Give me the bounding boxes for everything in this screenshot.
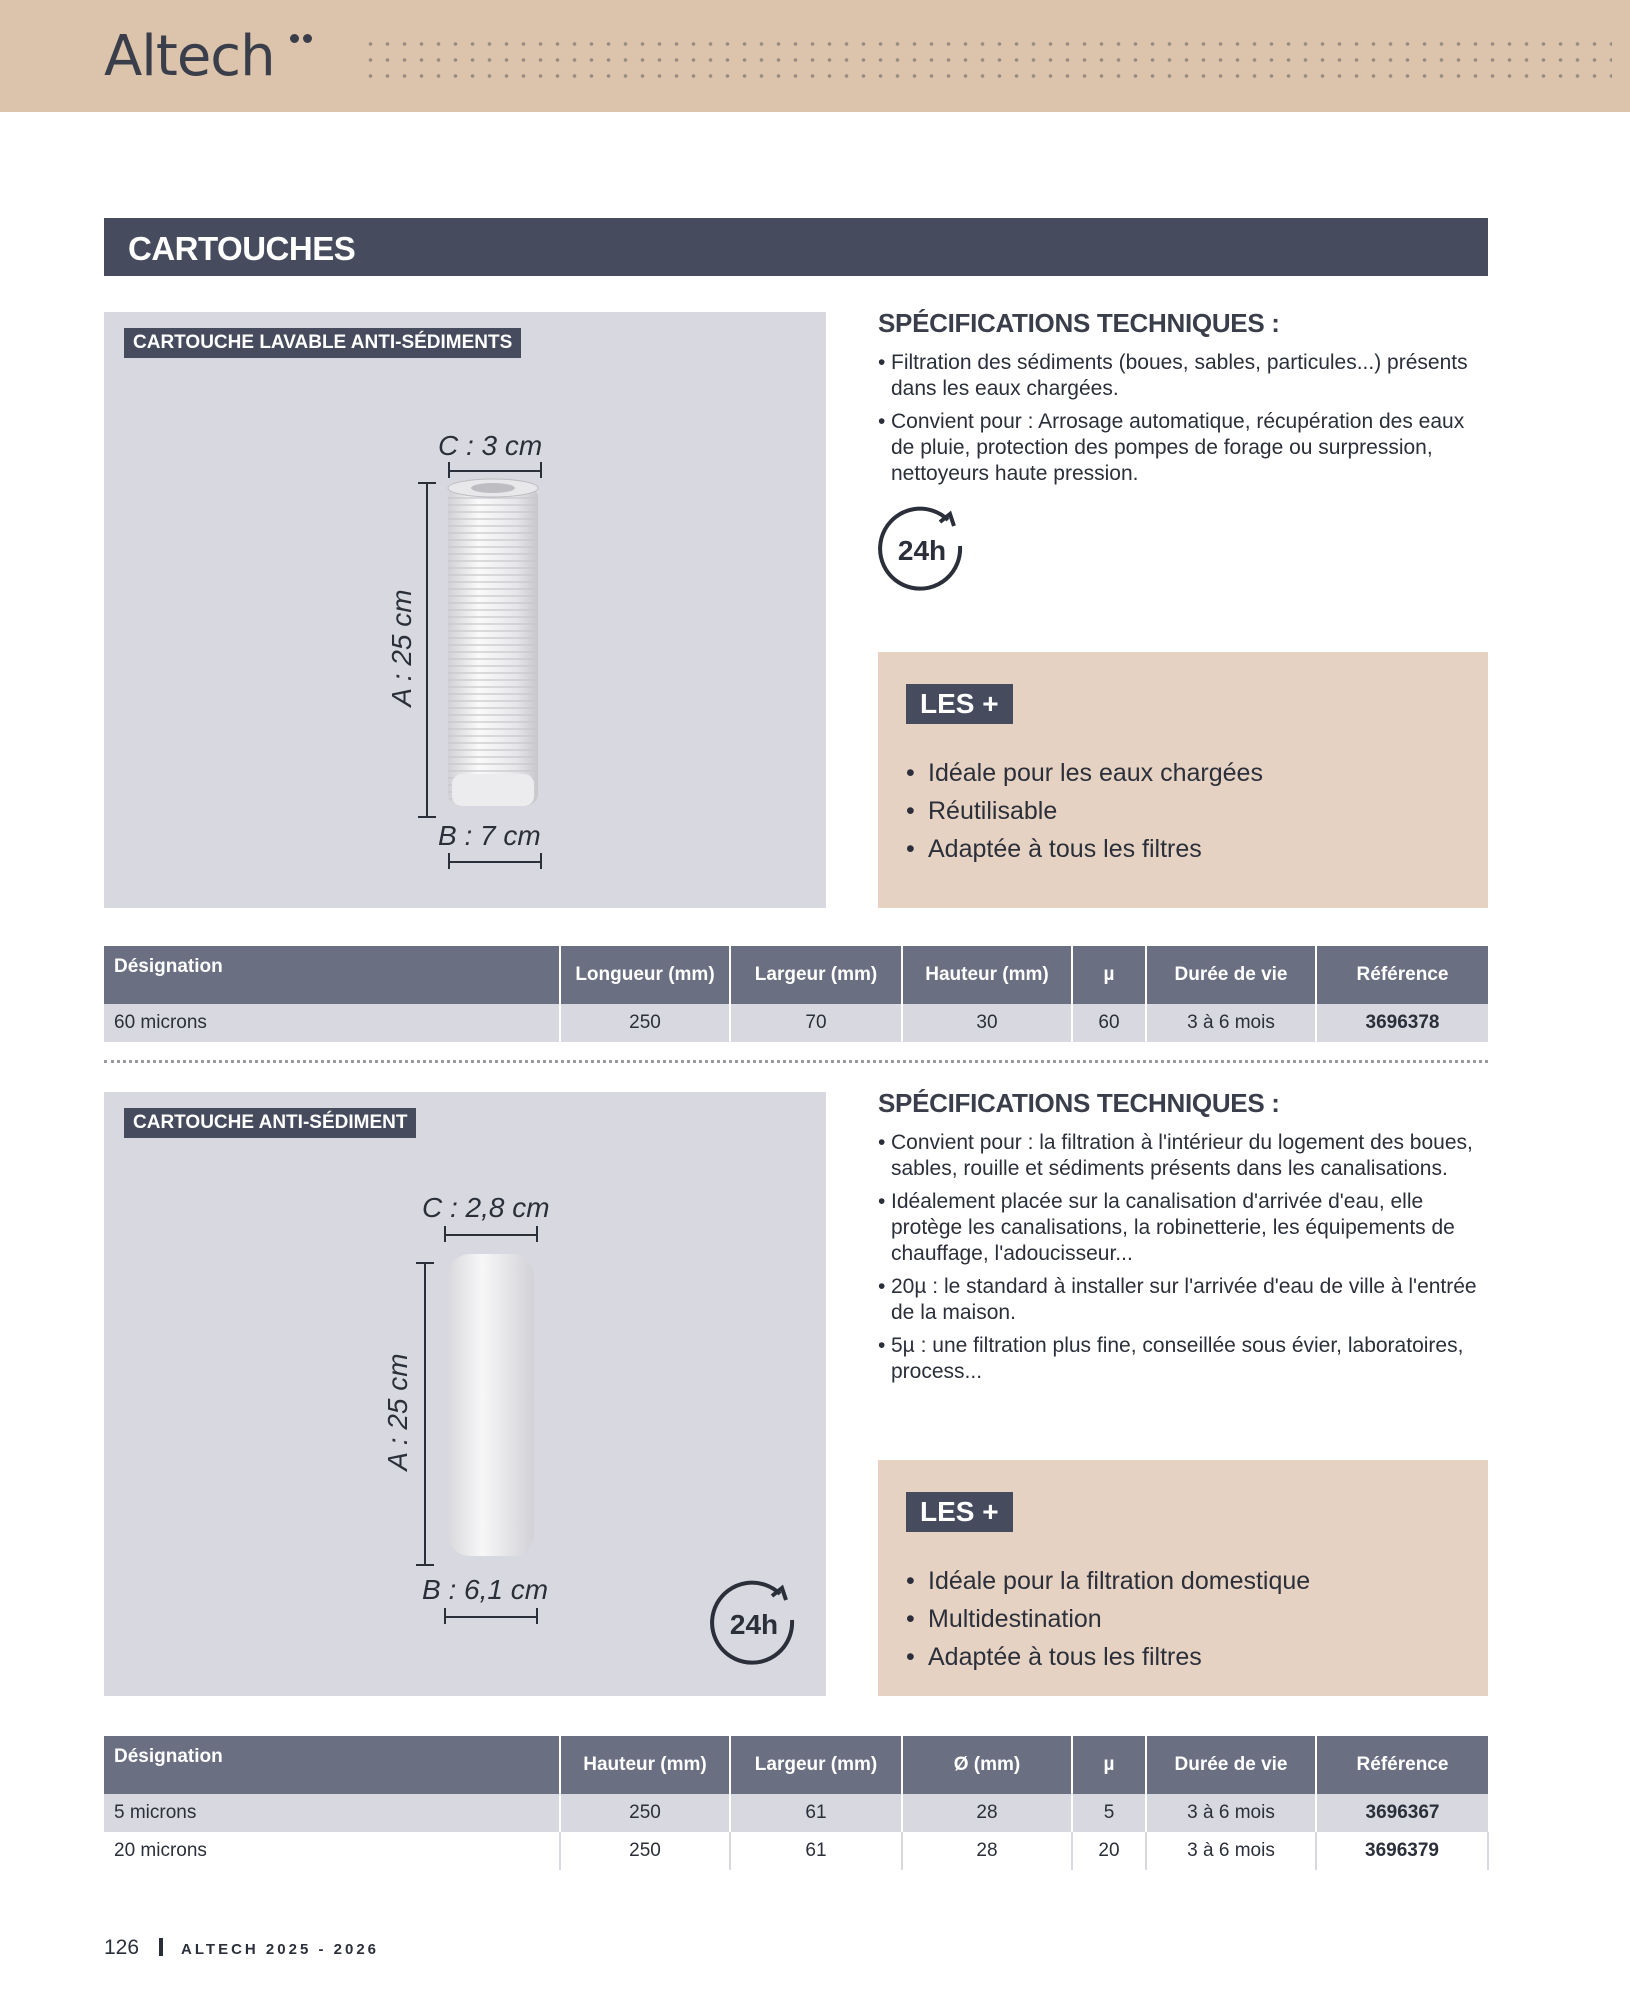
table-cell: 5 microns: [104, 1794, 560, 1832]
dimension-c-label: C : 3 cm: [438, 430, 543, 461]
column-header: Hauteur (mm): [902, 946, 1072, 1004]
dimension-b-line: [448, 861, 542, 863]
dimension-tick: [416, 1564, 434, 1566]
table-cell: 250: [560, 1794, 730, 1832]
dimension-tick: [540, 853, 542, 869]
table-cell: 3696378: [1316, 1004, 1488, 1042]
product-spec-table: [104, 1736, 1489, 1870]
specs-list: [878, 1130, 1488, 1392]
table-cell: 3 à 6 mois: [1146, 1794, 1316, 1832]
product-spec-table: [104, 946, 1488, 1042]
benefits-list: [906, 754, 1466, 868]
table-cell: 250: [560, 1004, 730, 1042]
spec-item: • Idéalement placée sur la canalisation d'arrivée d'eau, elle protège les canalisations, la robinetterie, les équipements de chauffage, l'adoucisseur...: [878, 1189, 1488, 1267]
column-header: Référence: [1316, 946, 1488, 1004]
dimension-a-line: [426, 482, 428, 818]
logo-dots: [290, 34, 300, 44]
dimension-c-line: [448, 470, 542, 472]
column-header: Désignation: [104, 946, 560, 1004]
dimension-a-label: A : 25 cm: [382, 1353, 413, 1471]
dimension-tick: [448, 853, 450, 869]
table-header-row: [104, 946, 1488, 1004]
table-cell: 20 microns: [104, 1832, 560, 1870]
table-row: [104, 1832, 1488, 1870]
table-cell: 250: [560, 1832, 730, 1870]
column-header: Hauteur (mm): [560, 1736, 730, 1794]
badge-text: 24h: [729, 1609, 779, 1640]
dimension-b-label: B : 6,1 cm: [422, 1574, 549, 1605]
dimension-b-label: B : 7 cm: [438, 820, 541, 851]
dimension-tick: [418, 482, 436, 484]
benefit-item: • Idéale pour la filtration domestique: [906, 1562, 1466, 1600]
benefit-item: • Réutilisable: [906, 792, 1466, 830]
spec-item: • Convient pour : Arrosage automatique, récupération des eaux de pluie, protection des pompes de forage ou surpression, nettoyeurs haute pression.: [878, 409, 1478, 487]
dimension-tick: [536, 1608, 538, 1624]
footer-brand: ALTECH 2025 - 2026: [181, 1941, 379, 1958]
table-row: [104, 1794, 1488, 1832]
product-tag: CARTOUCHE LAVABLE ANTI-SÉDIMENTS: [124, 328, 521, 358]
24h-delivery-icon: [878, 506, 966, 594]
benefits-list: [906, 1562, 1466, 1676]
washable-cartridge-illustration: [446, 478, 540, 816]
table-cell: 3696367: [1316, 1794, 1488, 1832]
table-cell: 60 microns: [104, 1004, 560, 1042]
dimension-tick: [418, 816, 436, 818]
dimension-tick: [444, 1608, 446, 1624]
page-footer: [104, 1936, 379, 1960]
table-cell: 5: [1072, 1794, 1146, 1832]
table-cell: 3696379: [1316, 1832, 1488, 1870]
table-cell: 20: [1072, 1832, 1146, 1870]
spec-item: • Convient pour : la filtration à l'intérieur du logement des boues, sables, rouille et sédiments présents dans les canalisations.: [878, 1130, 1488, 1182]
dimension-a-label: A : 25 cm: [386, 589, 417, 707]
table-cell: 28: [902, 1832, 1072, 1870]
table-header-row: [104, 1736, 1488, 1794]
specs-title: SPÉCIFICATIONS TECHNIQUES :: [878, 308, 1280, 338]
benefits-title: LES +: [906, 1492, 1013, 1532]
table-cell: 30: [902, 1004, 1072, 1042]
table-cell: 61: [730, 1794, 902, 1832]
spec-item: • 20µ : le standard à installer sur l'arrivée d'eau de ville à l'entrée de la maison.: [878, 1274, 1488, 1326]
table-cell: 61: [730, 1832, 902, 1870]
column-header: Durée de vie: [1146, 946, 1316, 1004]
benefit-item: • Adaptée à tous les filtres: [906, 1638, 1466, 1676]
benefit-item: • Adaptée à tous les filtres: [906, 830, 1466, 868]
footer-divider: [159, 1938, 163, 1956]
dimension-b-line: [444, 1616, 538, 1618]
dimension-c-label: C : 2,8 cm: [422, 1192, 550, 1223]
decorative-dot-pattern: [362, 36, 1612, 84]
table-cell: 60: [1072, 1004, 1146, 1042]
dimension-a-line: [424, 1262, 426, 1566]
brand-logo: Altech: [104, 24, 275, 89]
benefit-item: • Multidestination: [906, 1600, 1466, 1638]
table-cell: 3 à 6 mois: [1146, 1832, 1316, 1870]
dimension-tick: [536, 1226, 538, 1242]
badge-text: 24h: [897, 535, 947, 566]
benefits-title: LES +: [906, 684, 1013, 724]
table-row: [104, 1004, 1488, 1042]
section-title: CARTOUCHES: [128, 230, 356, 267]
spec-item: • 5µ : une filtration plus fine, conseillée sous évier, laboratoires, process...: [878, 1333, 1488, 1385]
dimension-tick: [448, 462, 450, 478]
sediment-cartridge-illustration: [446, 1252, 536, 1558]
dotted-separator: [104, 1060, 1488, 1063]
dimension-c-line: [444, 1234, 538, 1236]
column-header: Désignation: [104, 1736, 560, 1794]
column-header: Longueur (mm): [560, 946, 730, 1004]
column-header: µ: [1072, 1736, 1146, 1794]
column-header: Largeur (mm): [730, 1736, 902, 1794]
dimension-tick: [540, 462, 542, 478]
spec-item: • Filtration des sédiments (boues, sables, particules...) présents dans les eaux chargées.: [878, 350, 1478, 402]
specs-title: SPÉCIFICATIONS TECHNIQUES :: [878, 1088, 1280, 1118]
column-header: µ: [1072, 946, 1146, 1004]
dimension-tick: [416, 1262, 434, 1264]
column-header: Durée de vie: [1146, 1736, 1316, 1794]
page-number: 126: [104, 1936, 140, 1959]
table-cell: 70: [730, 1004, 902, 1042]
specs-list: [878, 350, 1478, 494]
24h-delivery-icon: [710, 1580, 798, 1668]
dimension-tick: [444, 1226, 446, 1242]
column-header: Largeur (mm): [730, 946, 902, 1004]
product-tag: CARTOUCHE ANTI-SÉDIMENT: [124, 1108, 416, 1138]
column-header: Référence: [1316, 1736, 1488, 1794]
benefit-item: • Idéale pour les eaux chargées: [906, 754, 1466, 792]
table-cell: 28: [902, 1794, 1072, 1832]
table-cell: 3 à 6 mois: [1146, 1004, 1316, 1042]
column-header: Ø (mm): [902, 1736, 1072, 1794]
